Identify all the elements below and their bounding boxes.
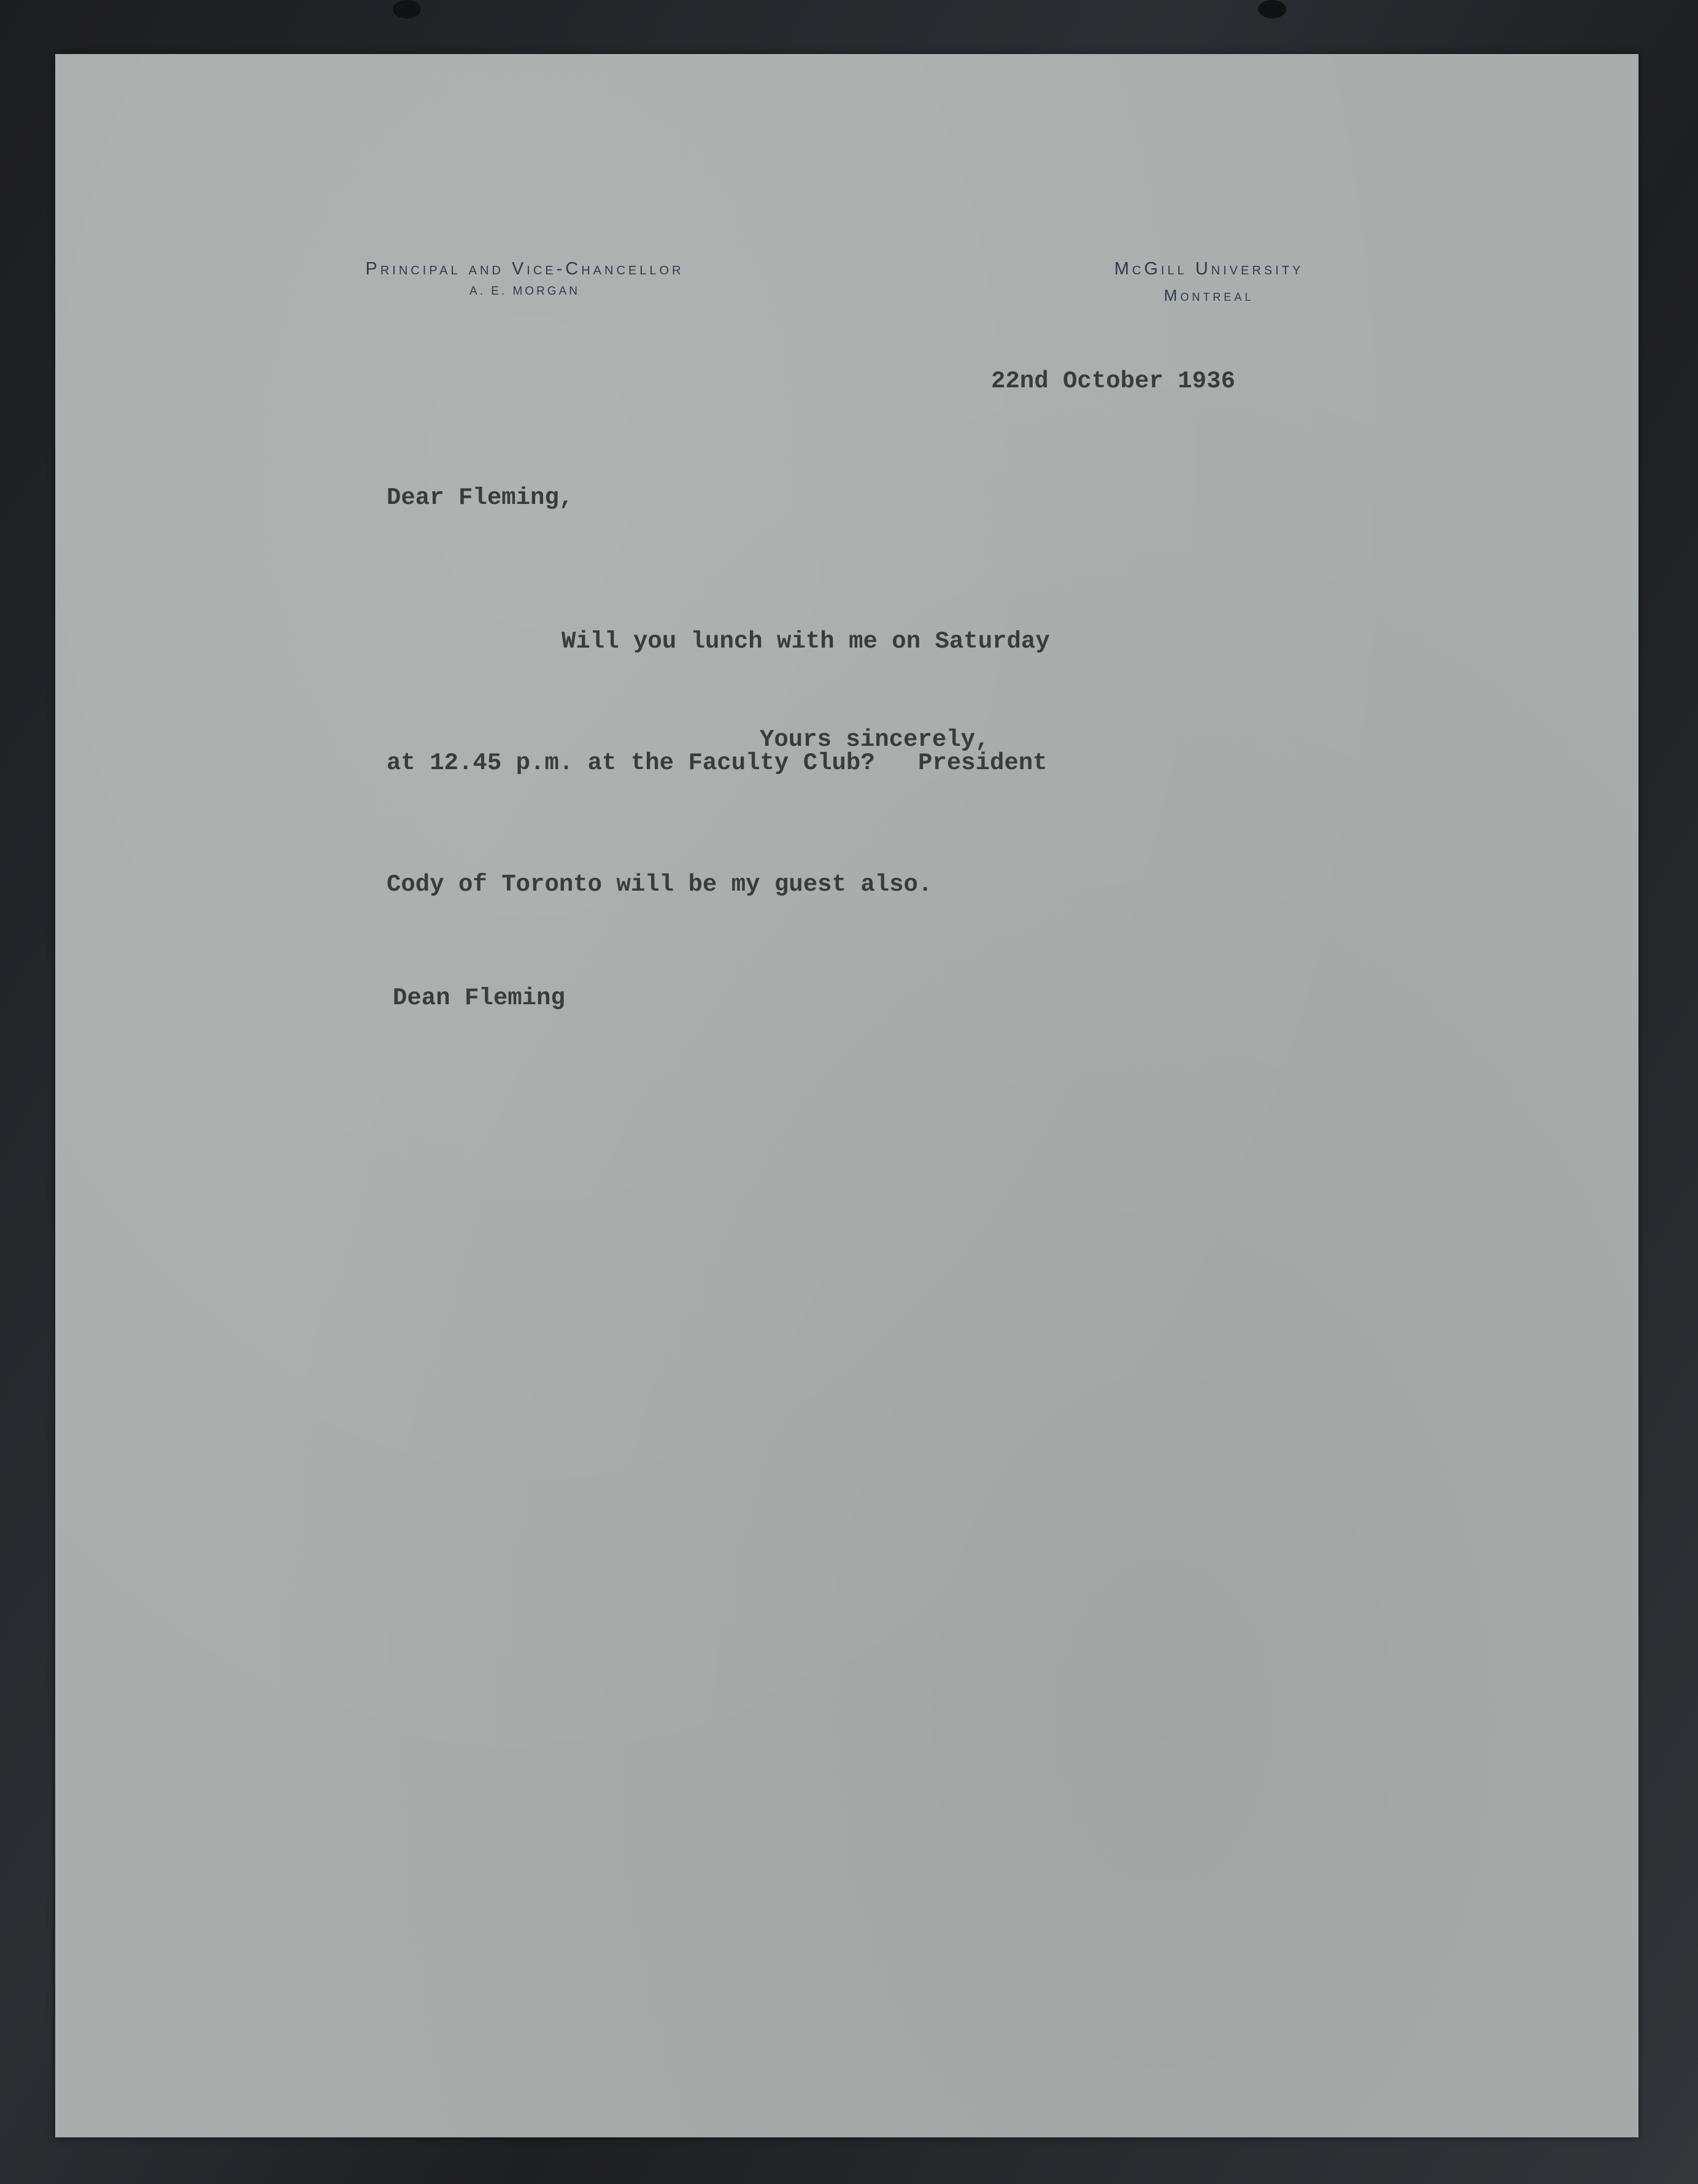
letter-body-line: Cody of Toronto will be my guest also. xyxy=(387,871,933,898)
punch-hole xyxy=(1258,0,1286,18)
letter-sheet xyxy=(55,54,1638,2137)
letter-date: 22nd October 1936 xyxy=(991,368,1235,395)
letter-salutation: Dear Fleming, xyxy=(387,484,574,511)
letterhead-university: McGill University xyxy=(1114,259,1304,279)
letter-body-line: Will you lunch with me on Saturday xyxy=(561,628,1050,655)
letterhead-city: Montreal xyxy=(1164,286,1254,304)
punch-hole xyxy=(393,0,421,18)
letter-body xyxy=(387,540,1050,986)
letterhead-office-title: Principal and Vice-Chancellor xyxy=(365,259,684,279)
letter-closing: Yours sincerely, xyxy=(760,726,990,753)
letterhead-institution xyxy=(1049,257,1368,309)
letter-body-line: at 12.45 p.m. at the Faculty Club? President xyxy=(387,749,1048,776)
letter-addressee: Dean Fleming xyxy=(393,985,565,1012)
letterhead-office xyxy=(291,257,758,302)
letterhead-office-name: A. E. MORGAN xyxy=(469,285,580,298)
